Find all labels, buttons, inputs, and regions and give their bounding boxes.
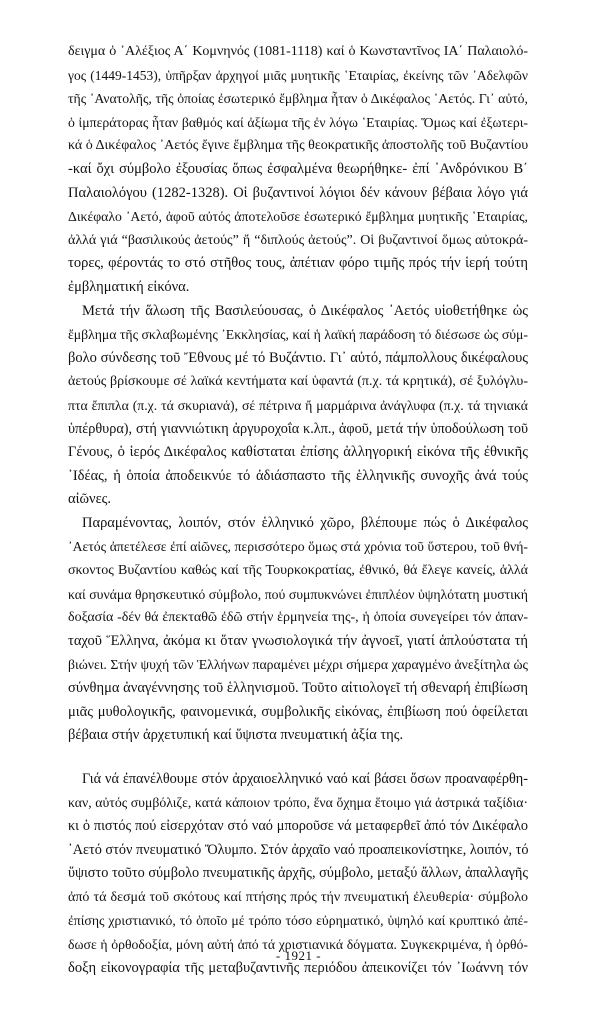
text-line: Παραμένοντας, λοιπόν, στόν ἑλληνικό χῶρο, βλέπουμε πώς ὁ Δικέφαλος — [82, 514, 528, 531]
text-line: ὁ ἰμπεράτορας ἦταν βαθμός καί ἀξίωμα τῆς ἐν λόγω ῾Εταιρίας. Ὅμως καί ἐξωτερι- — [68, 114, 528, 130]
text-line: δειγμα ὁ ᾿Αλέξιος Α΄ Κομνηνός (1081-1118) καί ὁ Κωνσταντῖνος ΙΑ΄ Παλαιολό- — [68, 44, 528, 59]
paragraph-2 — [68, 300, 528, 512]
text-line: μιᾶς μυθολογικῆς, φαινομενικά, συμβολικῆς εἰκόνας, ἐπιβίωση πού ὀφείλεται — [68, 703, 528, 720]
text-line: δοξασία -δέν θά ἐπεκταθῶ ἐδῶ στήν ἑρμηνεία της-, ἡ ὁποία συνεγείρει τόν ἁπαν- — [68, 610, 528, 626]
text-line: δοξη εἰκονογραφία τῆς μεταβυζαντινῆς περιόδου ἀπεικονίζει τόν ᾿Ιωάννη τόν — [68, 959, 528, 976]
text-line: ᾿Αετός ἀπετέλεσε ἐπί αἰῶνες, περισσότερο ὅμως στά χρόνια τοῦ ὕστερου, τοῦ θνή- — [68, 539, 528, 555]
text-line: τῆς ᾿Ανατολῆς, τῆς ὁποίας ἐσωτερικό ἔμβλημα ἦταν ὁ Δικέφαλος ᾿Αετός. Γι᾿ αὐτό, — [68, 91, 528, 107]
text-line: δωσε ἡ ὀρθοδοξία, μόνη αὐτή ἀπό τά χριστιανικά δόγματα. Συγκεκριμένα, ἡ ὀρθό- — [68, 936, 528, 952]
text-line: τορες, φέροντάς το στό στῆθος τους, ἀπέτιαν φόρο τιμῆς πρός τήν ἱερή τούτη — [68, 255, 528, 272]
text-line: ἀλλά γιά “βασιλικούς ἀετούς” ἤ “διπλούς ἀετούς”. Οἱ βυζαντινοί ὅμως αὐτοκρά- — [68, 232, 528, 248]
text-line: ὕψιστο τοῦτο σύμβολο πνευματικῆς ἀρχῆς, σύμβολο, μεταξύ ἄλλων, ἀπαλλαγῆς — [68, 865, 528, 882]
text-line: βιώνει. Στήν ψυχή τῶν Ἑλλήνων παραμένει μέχρι σήμερα χαραγμένο ἀνεξίτηλα ὡς — [68, 657, 528, 673]
text-line: ἔμβλημα τῆς σκλαβωμένης ᾿Εκκλησίας, καί ἡ λαϊκή παράδοση τό διέσωσε ὡς σύμ- — [68, 327, 528, 343]
text-line: σύνθημα ἀναγέννησης τοῦ ἑλληνισμοῦ. Τοῦτο αἰτιολογεῖ τή σθεναρή ἐπιβίωση — [68, 680, 528, 697]
text-line: Μετά τήν ἅλωση τῆς Βασιλεύουσας, ὁ Δικέφαλος ᾿Αετός υἱοθετήθηκε ὡς — [82, 302, 528, 319]
text-line: ἐπίσης χριστιανικό, τό ὁποῖο μέ τρόπο τόσο εὐρηματικό, ὑψηλό καί κρυπτικό ἀπέ- — [68, 913, 528, 929]
body-text — [68, 40, 528, 980]
text-line: γος (1449-1453), ὑπῆρξαν ἀρχηγοί μιᾶς μυητικῆς ῾Εταιρίας, ἐκείνης τῶν ᾿Αδελφῶν — [68, 67, 528, 83]
text-line: κι ὁ πιστός πού εἰσερχόταν στό ναό μποροῦσε νά μεταφερθεῖ ἀπό τόν Δικέφαλο — [68, 818, 528, 834]
text-line: σκοντος Βυζαντίου καθώς καί τῆς Τουρκοκρατίας, ἐθνικό, θά ἔλεγε κανείς, ἀλλά — [68, 563, 528, 579]
text-line: ἐμβληματική εἰκόνα. — [68, 278, 190, 295]
paragraph-3 — [68, 512, 528, 748]
text-line: καί συνάμα θρησκευτικό σύμβολο, πού συμπυκνώνει ἐπιπλέον ὑψηλότατη μυστική — [68, 586, 528, 602]
paragraph-1 — [68, 40, 528, 300]
text-line: ἀπό τά δεσμά τοῦ σκότους καί πτήσης πρός τήν πνευματική ἐλευθερία· σύμβολο — [68, 889, 528, 905]
text-line: Γένους, ὁ ἱερός Δικέφαλος καθίσταται ἐπίσης ἀλληγορική εἰκόνα τῆς ἐθνικῆς — [68, 444, 528, 461]
text-line: ταχοῦ Ἕλληνα, ἀκόμα κι ὅταν γνωσιολογικά τήν ἀγνοεῖ, γιατί ἁπλούστατα τή — [68, 632, 528, 649]
text-line: Παλαιολόγου (1282-1328). Οἱ βυζαντινοί λόγιοι δέν κάνουν βέβαια λόγο γιά — [68, 184, 528, 201]
text-line: κά ὁ Δικέφαλος ᾿Αετός ἔγινε ἔμβλημα τῆς θεοκρατικῆς ἀποστολῆς τοῦ Βυζαντίου — [68, 138, 529, 154]
text-line: ᾿Ιδέας, ἡ ὁποία ἀποδεικνύε τό ἀδιάσπαστο τῆς ἑλληνικῆς συνοχῆς ἀνά τούς — [68, 467, 528, 484]
text-line: -καί ὄχι σύμβολο ἐξουσίας ὅπως ἐσφαλμένα θεωρήθηκε- ἐπί ᾿Ανδρόνικου Β΄ — [68, 160, 528, 177]
text-line: βέβαια στήν ἀρχετυπική καί ὕψιστα πνευματική ἀξία της. — [68, 727, 404, 744]
text-line: αἰῶνες. — [68, 491, 112, 508]
page-number: - 1921 - — [275, 948, 322, 963]
paragraph-gap — [68, 748, 528, 768]
text-line: βολο σύνδεσης τοῦ Ἔθνους μέ τό Βυζάντιο. Γι᾿ αὐτό, πάμπολλους δικέφαλους — [68, 349, 528, 366]
text-line: ᾿Αετό στόν πνευματικό Ὄλυμπο. Στόν ἀρχαῖο ναό προαπεικονίστηκε, λοιπόν, τό — [68, 841, 529, 858]
text-line: Δικέφαλο ᾿Αετό, ἀφοῦ αὐτός ἀποτελοῦσε ἐσωτερικό ἔμβλημα μυητικῆς ῾Εταιρίας, — [68, 209, 528, 225]
text-line: ὑπέρθυρα), στή γιαννιώτικη ἀργυροχοΐα κ.λπ., ἀφοῦ, μετά τήν ὑποδούλωση τοῦ — [68, 420, 528, 437]
text-line: πτα ἔπιπλα (π.χ. τά σκυριανά), σέ πέτρινα ἤ μαρμάρινα ἀνάγλυφα (π.χ. τά τηνιακά — [68, 397, 528, 413]
text-line: Γιά νά ἐπανέλθουμε στόν ἀρχαιοελληνικό ναό καί βάσει ὅσων προαναφέρθη- — [82, 770, 528, 787]
text-line: καν, αὐτός συμβόλιζε, κατά κάποιον τρόπο, ἕνα ὄχημα ἕτοιμο γιά ἀστρικά ταξίδια· — [68, 795, 528, 811]
text-line: ἀετούς βρίσκουμε σέ λαϊκά κεντήματα καί ὑφαντά (π.χ. τά κρητικά), σέ ξυλόγλυ- — [68, 374, 528, 390]
